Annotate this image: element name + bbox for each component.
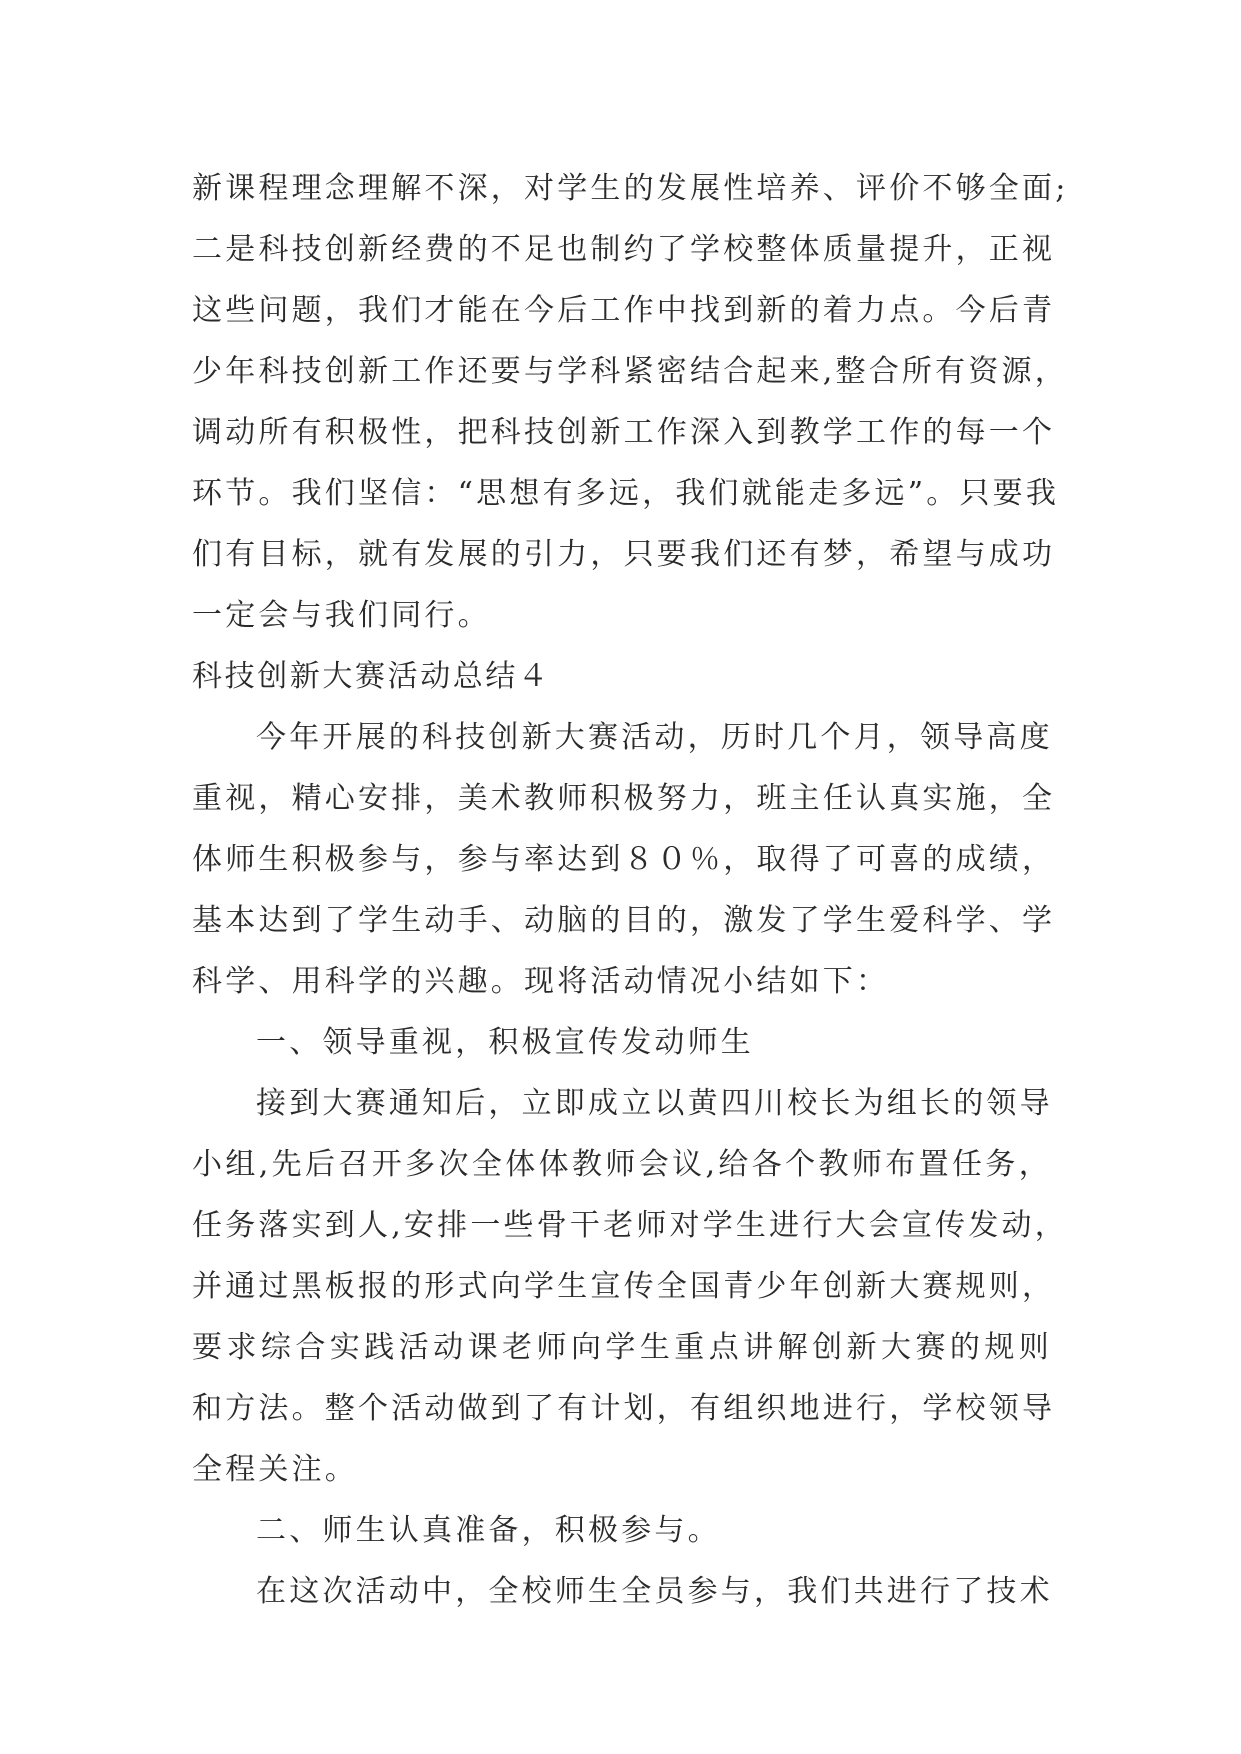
- text-line: 重视，精心安排，美术教师积极努力，班主任认真实施，全: [192, 781, 1056, 816]
- text-line: 任务落实到人,安排一些骨干老师对学生进行大会宣传发动，: [192, 1208, 1068, 1243]
- text-line: 少年科技创新工作还要与学科紧密结合起来,整合所有资源，: [192, 354, 1068, 389]
- text-line: 要求综合实践活动课老师向学生重点讲解创新大赛的规则: [192, 1330, 1052, 1365]
- text-line: 和方法。整个活动做到了有计划，有组织地进行，学校领导: [192, 1391, 1056, 1426]
- text-line: 调动所有积极性，把科技创新工作深入到教学工作的每一个: [192, 415, 1056, 450]
- text-line: 并通过黑板报的形式向学生宣传全国青少年创新大赛规则，: [192, 1269, 1056, 1304]
- paragraph-first-line: 今年开展的科技创新大赛活动，历时几个月，领导高度: [256, 720, 1053, 755]
- text-line: 新课程理念理解不深，对学生的发展性培养、评价不够全面;: [192, 171, 1069, 206]
- subheading: 二、师生认真准备，积极参与。: [256, 1513, 721, 1548]
- text-line: 基本达到了学生动手、动脑的目的，激发了学生爱科学、学: [192, 903, 1056, 938]
- text-line: 这些问题，我们才能在今后工作中找到新的着力点。今后青: [192, 293, 1056, 328]
- document-body: [192, 158, 1069, 1622]
- text-line: 环节。我们坚信：“思想有多远，我们就能走多远”。只要我: [192, 476, 1060, 511]
- text-line: 一定会与我们同行。: [192, 598, 491, 633]
- paragraph-first-line: 接到大赛通知后，立即成立以黄四川校长为组长的领导: [256, 1086, 1053, 1121]
- text-line: 体师生积极参与，参与率达到８０％，取得了可喜的成绩，: [192, 842, 1056, 877]
- text-line: 全程关注。: [192, 1452, 358, 1487]
- paragraph-first-line: 在这次活动中，全校师生全员参与，我们共进行了技术: [256, 1574, 1053, 1609]
- text-line: 们有目标，就有发展的引力，只要我们还有梦，希望与成功: [192, 537, 1056, 572]
- section-title: 科技创新大赛活动总结４: [192, 659, 551, 694]
- text-line: 科学、用科学的兴趣。现将活动情况小结如下：: [192, 964, 890, 999]
- text-line: 小组,先后召开多次全体体教师会议,给各个教师布置任务，: [192, 1147, 1052, 1182]
- subheading: 一、领导重视，积极宣传发动师生: [256, 1025, 754, 1060]
- text-line: 二是科技创新经费的不足也制约了学校整体质量提升，正视: [192, 232, 1056, 267]
